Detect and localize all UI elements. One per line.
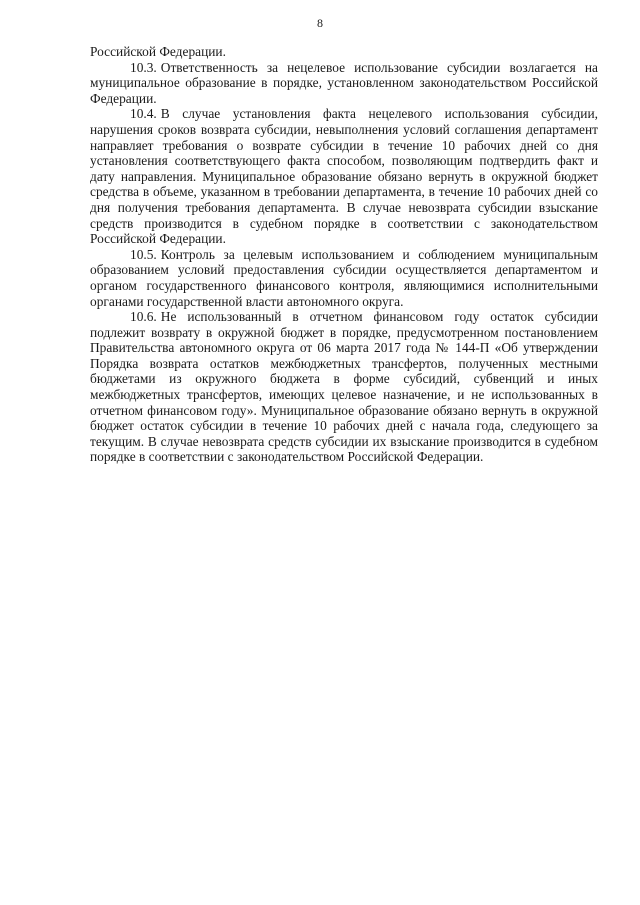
paragraph-10-6 (90, 309, 598, 465)
page-number: 8 (317, 16, 323, 30)
paragraph-10-4 (90, 106, 598, 246)
paragraph-text: В случае установления факта нецелевого использования субсидии, нарушения сроков возврата субсидии, невыполнения условий соглашения департамент направляет требования о возврате субсидии в течение 10 рабочих дней со дня установления соответствующего факта способом, позволяющим подтвердить факт и дату направления. Муниципальное образование обязано вернуть в окружной бюджет средства в объеме, указанном в требовании департамента, в течение 10 рабочих дней со дня получения требования департамента. В случае невозврата субсидии взыскание средств производится в судебном порядке в соответствии с законодательством Российской Федерации. (90, 106, 598, 247)
document-body (90, 44, 598, 465)
paragraph-text: Ответственность за нецелевое использование субсидии возлагается на муниципальное образование в порядке, установленном законодательством Российской Федерации. (90, 59, 598, 106)
paragraph-number: 10.6. (130, 309, 157, 325)
paragraph-number: 10.3. (130, 59, 157, 75)
paragraph-text: Контроль за целевым использованием и соблюдением муниципальным образованием условий предоставления субсидии осуществляется департаментом и органом государственного финансового контроля, являющимися исполнительными органами государственной власти автономного округа. (90, 246, 598, 309)
paragraph-10-5 (90, 247, 598, 309)
paragraph-number: 10.5. (130, 246, 157, 262)
paragraph-continuation (90, 44, 598, 60)
paragraph-10-3 (90, 60, 598, 107)
paragraph-number: 10.4. (130, 106, 157, 122)
paragraph-text: Не использованный в отчетном финансовом году остаток субсидии подлежит возврату в окружной бюджет в порядке, предусмотренном постановлением Правительства автономного округа от 06 марта 2017 года № 144-П «Об утверждении Порядка возврата остатков межбюджетных трансфертов, полученных местными бюджетами из окружного бюджета в форме субсидий, субвенций и иных межбюджетных трансфертов, имеющих целевое назначение, и не использованных в отчетном финансовом году». Муниципальное образование обязано вернуть в окружной бюджет остаток субсидии в течение 10 рабочих дней с начала года, следующего за текущим. В случае невозврата средств субсидии их взыскание производится в судебном порядке в соответствии с законодательством Российской Федерации. (90, 309, 598, 465)
paragraph-text: Российской Федерации. (90, 44, 226, 59)
